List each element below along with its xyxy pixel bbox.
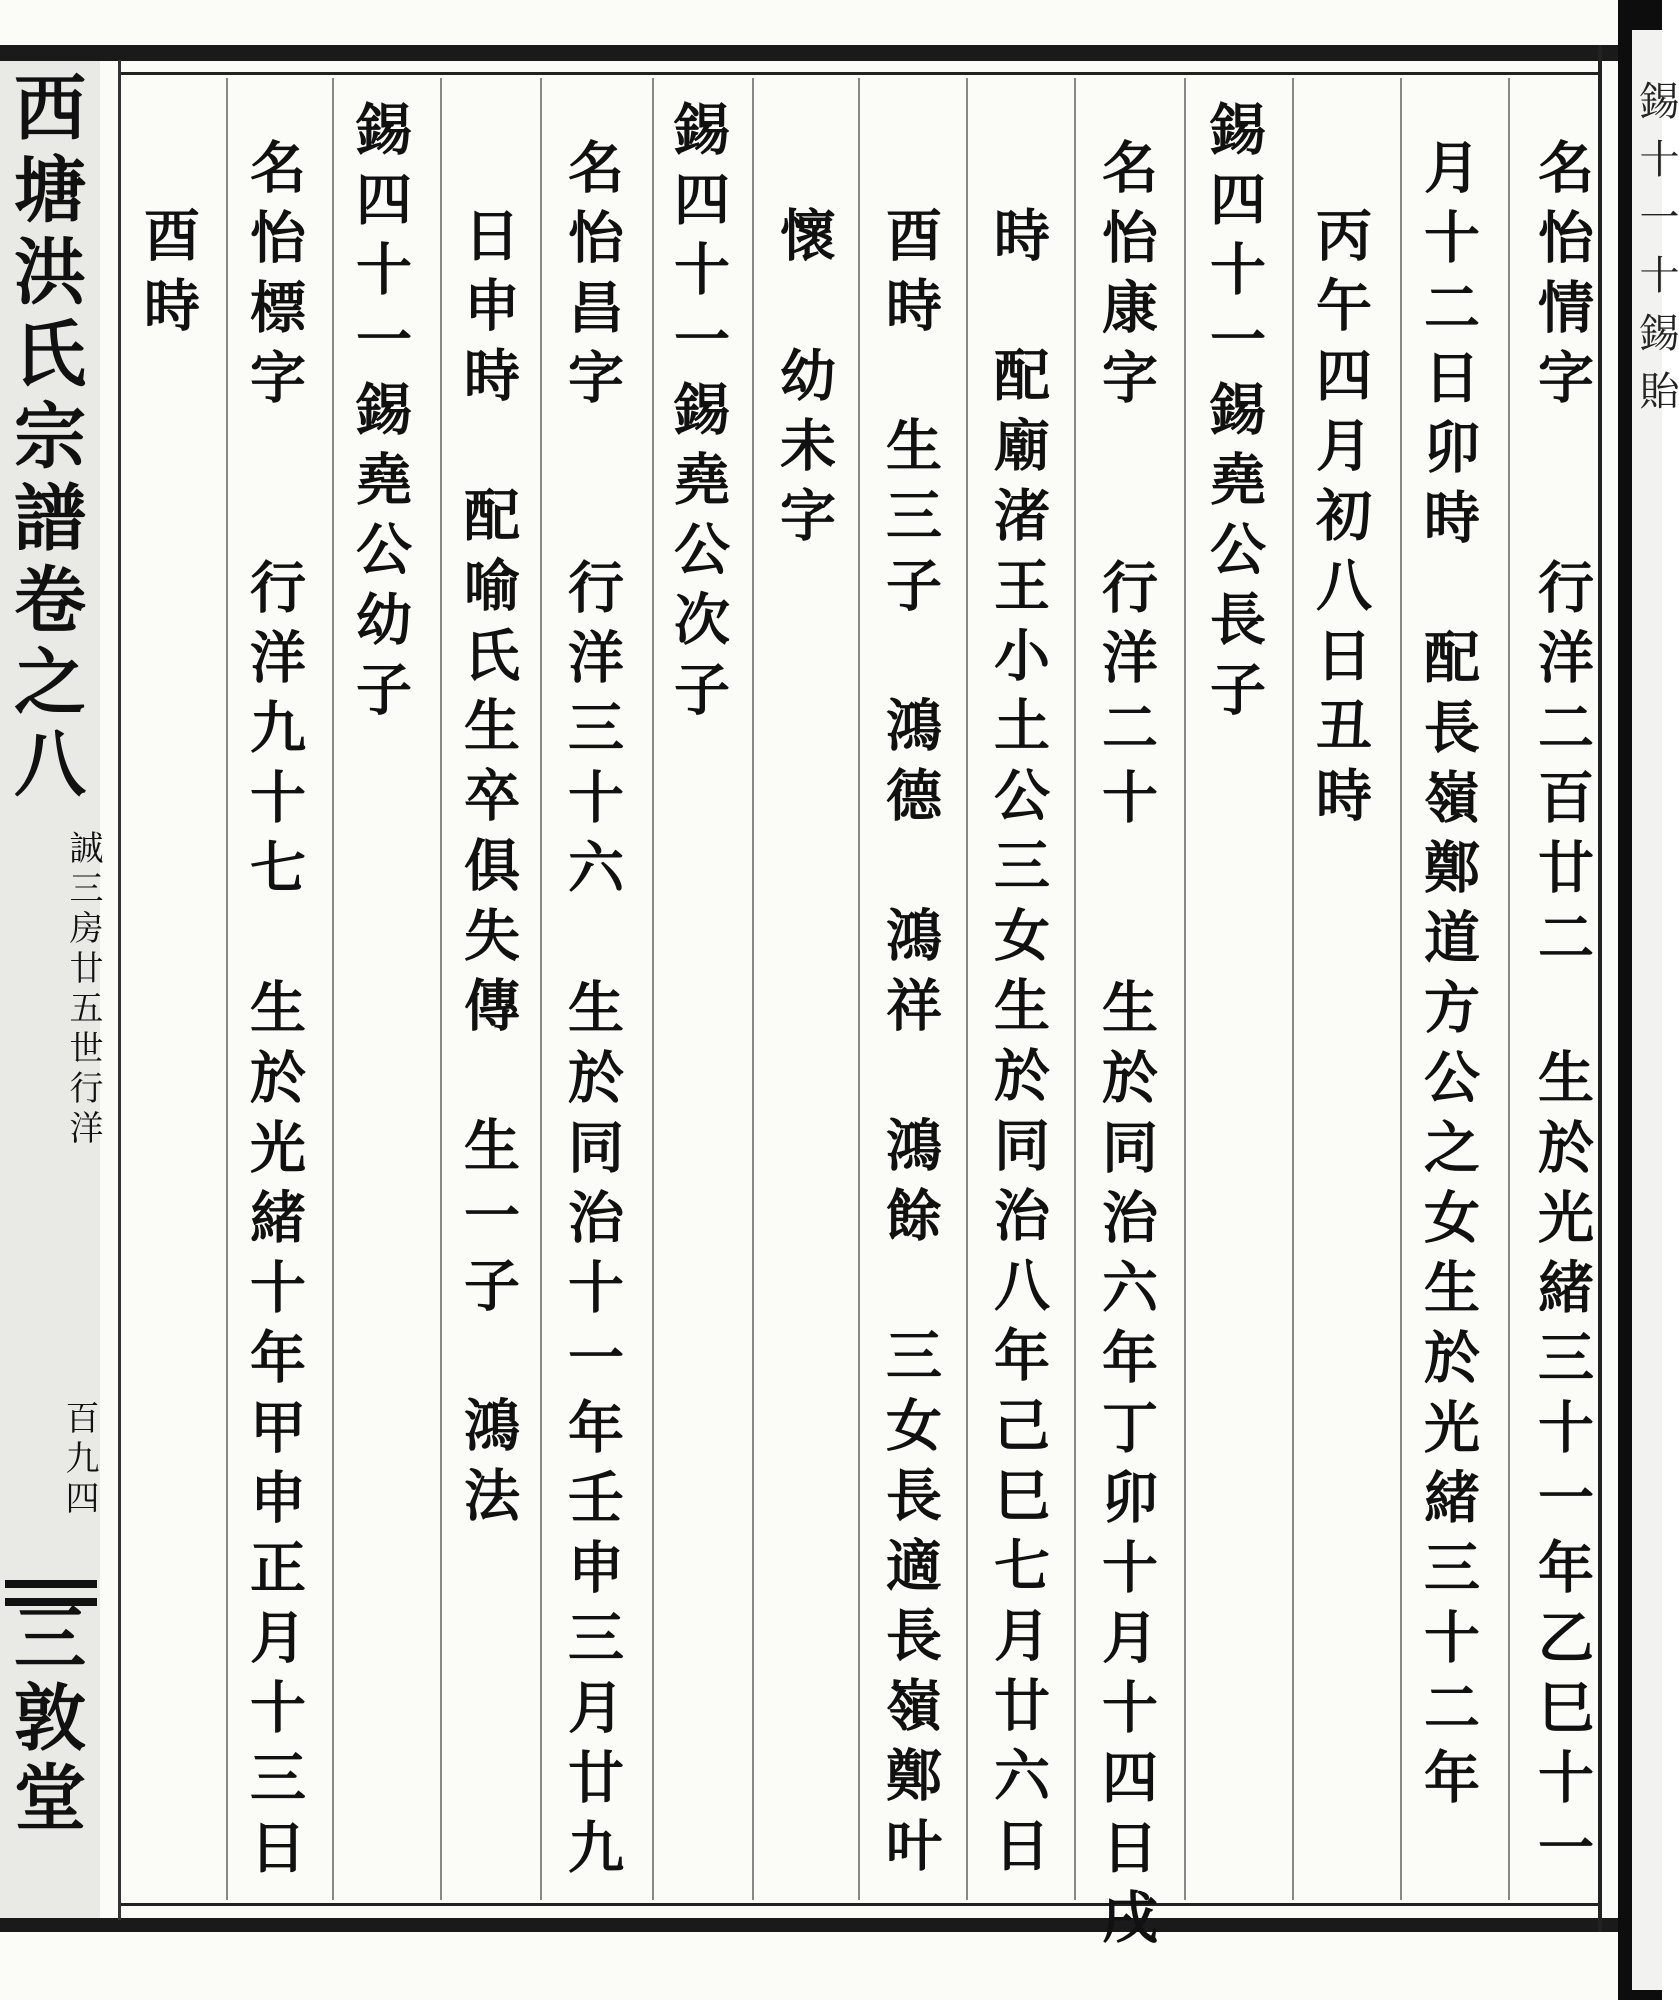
text-column-14: 酉時 [135,206,201,346]
column-rule [1184,78,1186,1900]
column-rule [1074,78,1076,1900]
hall-name: 三敦堂 [2,1600,87,1840]
text-column-13: 名怡標字 行洋九十七 生於光緒十年甲申正月十三日 [241,138,307,1888]
margin-divider [5,1580,97,1588]
column-rule [1508,78,1510,1900]
top-border [0,45,1620,61]
text-column-11: 日申時 配喻氏生卒俱失傳 生一子 鴻法 [455,206,521,1536]
text-column-12: 錫四十一錫堯公幼子 [347,100,413,730]
text-column-6: 時 配廟渚王小土公三女生於同治八年己巳七月廿六日 [985,206,1051,1886]
text-column-2: 月十二日卯時 配長嶺鄭道方公之女生於光緒三十二年 [1415,138,1481,1818]
column-rule [226,78,228,1900]
column-rule [1400,78,1402,1900]
column-rule [652,78,654,1900]
text-column-9: 錫四十一錫堯公次子 [665,100,731,730]
text-column-10: 名怡昌字 行洋三十六 生於同治十一年壬申三月廿九 [559,138,625,1888]
column-rule [1292,78,1294,1900]
genealogy-title: 西塘洪氏宗譜卷之八 [2,70,87,808]
column-rule [540,78,542,1900]
next-page-edge-text: 錫十一十錫貽 [1633,80,1679,428]
text-column-8: 懷 幼未字 [771,206,837,556]
text-column-5: 名怡康字 行洋二十 生於同治六年丁卯十月十四日戌 [1093,138,1159,1958]
top-inner-border [120,72,1600,75]
column-rule [332,78,334,1900]
text-column-1: 名怡情字 行洋二百廿二 生於光緒三十一年乙巳十一 [1529,138,1595,1888]
page-number: 百九四 [59,1400,99,1520]
bottom-inner-border [120,1903,1600,1906]
section-label: 誠三房廿五世行洋 [63,830,103,1150]
column-rule [752,78,754,1900]
text-column-3: 丙午四月初八日丑時 [1307,206,1373,836]
column-rule [858,78,860,1900]
bottom-border [0,1918,1620,1932]
text-column-4: 錫四十一錫堯公長子 [1201,100,1267,730]
text-column-7: 酉時 生三子 鴻德 鴻祥 鴻餘 三女長適長嶺鄭叶 [877,206,943,1886]
column-rule [966,78,968,1900]
gutter-line [118,60,121,1920]
column-rule [440,78,442,1900]
right-border [1598,45,1602,1932]
